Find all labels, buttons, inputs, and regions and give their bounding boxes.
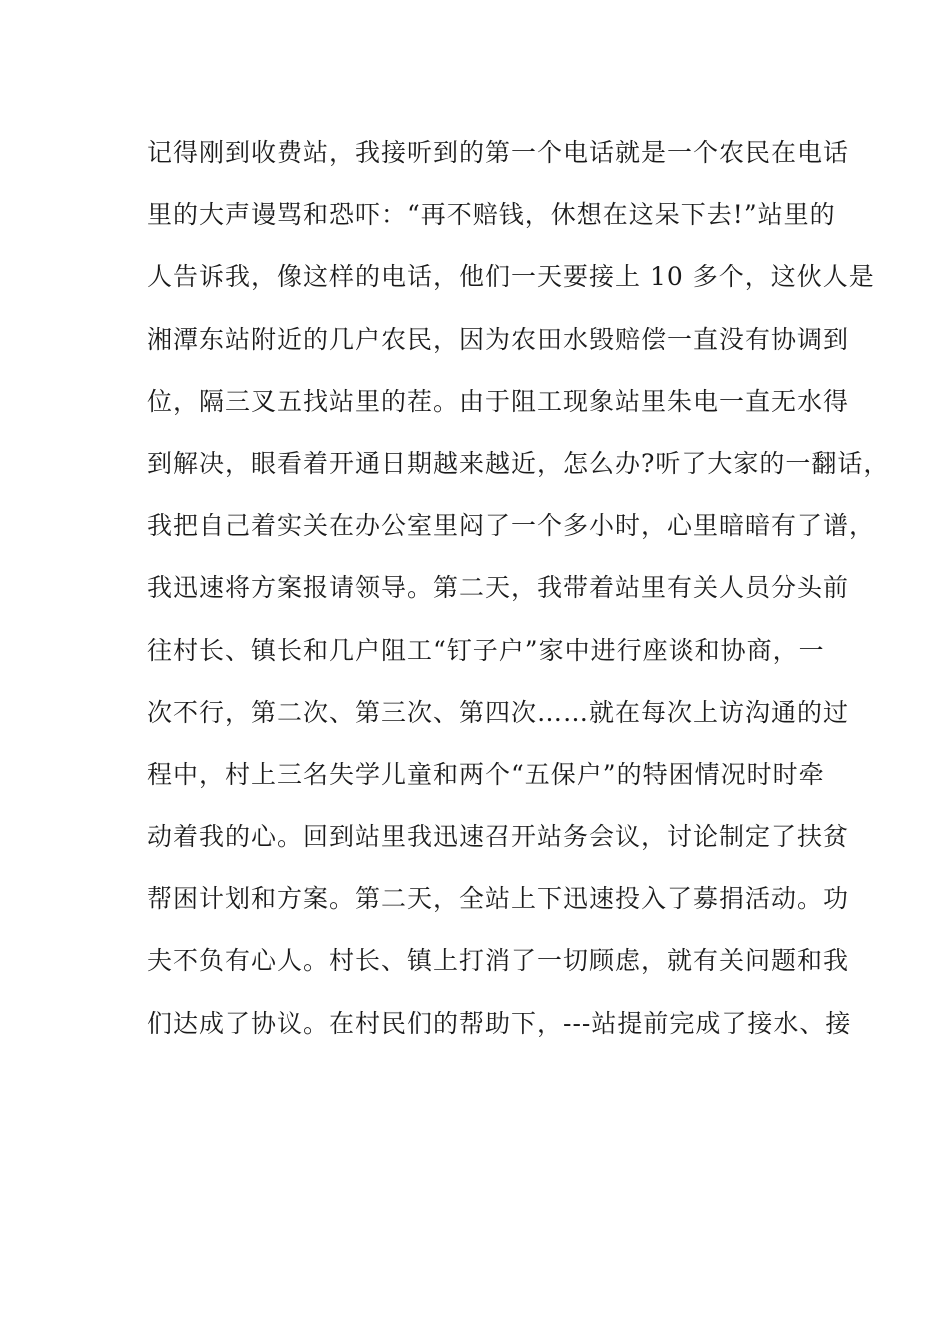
- text-line: 位，隔三叉五找站里的茬。由于阻工现象站里朱电一直无水得: [147, 386, 850, 416]
- text-line: 次不行，第二次、第三次、第四次……就在每次上访沟通的过: [147, 697, 850, 727]
- text-line: 夫不负有心人。村长、镇上打消了一切顾虑，就有关问题和我: [147, 946, 850, 976]
- text-line: 我迅速将方案报请领导。第二天，我带着站里有关人员分头前: [147, 573, 850, 603]
- text-line: 动着我的心。回到站里我迅速召开站务会议，讨论制定了扶贫: [147, 822, 850, 852]
- text-line: 湘潭东站附近的几户农民，因为农田水毁赔偿一直没有协调到: [147, 324, 850, 354]
- text-line: 人告诉我，像这样的电话，他们一天要接上 10 多个，这伙人是: [147, 262, 875, 292]
- body-paragraph: [147, 131, 890, 1064]
- text-line: 里的大声谩骂和恐吓：“再不赔钱，休想在这呆下去!”站里的: [147, 200, 836, 230]
- text-line: 程中，村上三名失学儿童和两个“五保户”的特困情况时时牵: [147, 759, 825, 789]
- text-line: 我把自己着实关在办公室里闷了一个多小时，心里暗暗有了谱，: [147, 511, 876, 541]
- text-line: 往村长、镇长和几户阻工“钉子户”家中进行座谈和协商，一: [147, 635, 825, 665]
- text-line: 帮困计划和方案。第二天，全站上下迅速投入了募捐活动。功: [147, 884, 850, 914]
- text-line: 记得刚到收费站，我接听到的第一个电话就是一个农民在电话: [147, 138, 850, 167]
- text-line: 们达成了协议。在村民们的帮助下，---站提前完成了接水、接: [147, 1008, 852, 1038]
- text-line: 到解决，眼看着开通日期越来越近，怎么办?听了大家的一翻话，: [147, 448, 890, 478]
